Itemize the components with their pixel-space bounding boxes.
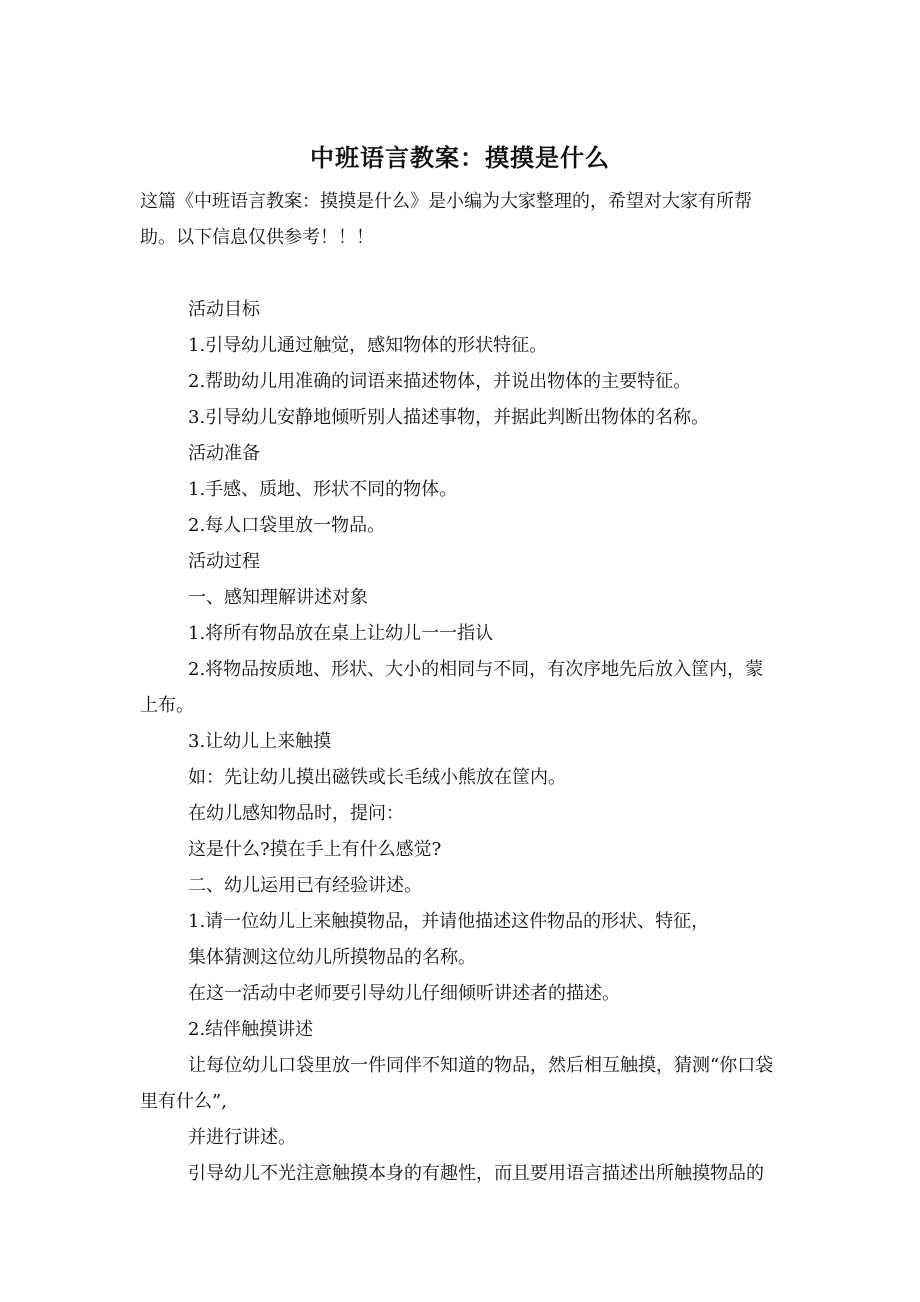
paragraph: 1.将所有物品放在桌上让幼儿一一指认 — [188, 623, 494, 644]
paragraph: 二、幼儿运用已有经验讲述。 — [188, 875, 422, 896]
paragraph: 让每位幼儿口袋里放一件同伴不知道的物品，然后相互触摸，猜测“你口袋里有什么”, — [140, 1055, 774, 1112]
paragraph: 2.帮助幼儿用准确的词语来描述物体，并说出物体的主要特征。 — [188, 371, 692, 392]
paragraph: 一、感知理解讲述对象 — [188, 587, 368, 608]
paragraph: 集体猜测这位幼儿所摸物品的名称。 — [188, 947, 476, 968]
paragraph: 这是什么?摸在手上有什么感觉? — [188, 839, 442, 860]
paragraph: 1.请一位幼儿上来触摸物品，并请他描述这件物品的形状、特征， — [188, 911, 710, 932]
paragraph: 在幼儿感知物品时，提问： — [188, 803, 404, 824]
paragraph: 2.每人口袋里放一物品。 — [188, 515, 386, 536]
paragraph: 1.手感、质地、形状不同的物体。 — [188, 479, 458, 500]
document-body — [140, 292, 780, 1192]
paragraph: 1.引导幼儿通过触觉，感知物体的形状特征。 — [188, 335, 548, 356]
paragraph: 如：先让幼儿摸出磁铁或长毛绒小熊放在筐内。 — [188, 767, 566, 788]
paragraph: 3.让幼儿上来触摸 — [188, 731, 332, 752]
document-title: 中班语言教案：摸摸是什么 — [310, 144, 610, 172]
paragraph: 引导幼儿不光注意触摸本身的有趣性，而且要用语言描述出所触摸物品的 — [188, 1163, 764, 1184]
paragraph: 在这一活动中老师要引导幼儿仔细倾听讲述者的描述。 — [188, 983, 620, 1004]
paragraph: 活动准备 — [188, 443, 260, 464]
paragraph: 活动目标 — [188, 299, 260, 320]
paragraph: 并进行讲述。 — [188, 1127, 296, 1148]
paragraph: 2.结伴触摸讲述 — [188, 1019, 314, 1040]
paragraph: 活动过程 — [188, 551, 260, 572]
intro-paragraph: 这篇《中班语言教案：摸摸是什么》是小编为大家整理的，希望对大家有所帮助。以下信息仅供参考！！！ — [140, 191, 752, 248]
paragraph: 3.引导幼儿安静地倾听别人描述事物，并据此判断出物体的名称。 — [188, 407, 710, 428]
paragraph: 2.将物品按质地、形状、大小的相同与不同，有次序地先后放入筐内，蒙上布。 — [140, 659, 764, 716]
